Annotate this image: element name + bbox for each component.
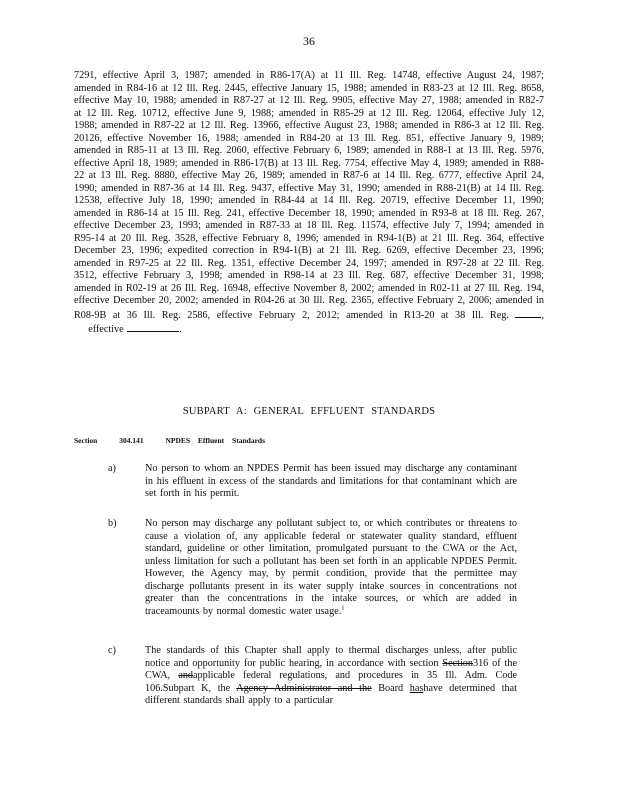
paragraph-c-text-1: The standards of this Chapter shall apply to thermal discharges unless, after public notice and opportunity for public hearing, in accordance with section (145, 645, 517, 669)
section-number: 304.141 (119, 436, 144, 445)
paragraph-c-text-3: applicable federal regulations, and procedures in 35 Ill. Adm. Code 106.Subpart K, the (145, 670, 518, 694)
paragraph-c-text-2: 316 of the CWA, (145, 657, 518, 681)
blank-date (127, 322, 179, 332)
history-effective: effective (88, 324, 124, 335)
footnote-marker: 1 (341, 604, 345, 612)
paragraph-a (108, 463, 548, 501)
paragraph-c-text-5: have determined that different standards shall apply to a particular (145, 682, 517, 706)
history-separator: , (541, 309, 545, 321)
section-title: NPDES Effluent Standards (165, 436, 265, 445)
history-text: 7291, effective April 3, 1987; amended in R86-17(A) at 11 Ill. Reg. 14748, effective August 24, 1987; amended in R84-16 at 12 Ill. Reg. 2445, effective January 15, 1988; amended in R83-23 at 12 Ill. Reg. 8658, effective May 10, 1988; amended in R87-27 at 12 Ill. Reg. 9905, effective May 27, 1988; amended in R82-7 at 12 Ill. Reg. 10712, effective June 9, 1988; amended in R85-29 at 12 Ill. Reg. 12064, effective July 12, 1988; amended in R87-22 at 12 Ill. Reg. 13966, effective August 23, 1988; amended in R86-3 at 12 Ill. Reg. 20126, effective November 16, 1988; amended in R84-20 at 13 Ill. Reg. 851, effective January 9, 1989; amended in R85-11 at 13 Ill. Reg. 2060, effective February 6, 1989; amended in R88-1 at 13 Ill. Reg. 5976, effective April 18, 1989; amended in R86-17(B) at 13 Ill. Reg. 7754, effective May 4, 1989; amended in R88-22 at 13 Ill. Reg. 8880, effective May 26, 1989; amended in R87-6 at 14 Ill. Reg. 6777, effective April 24, 1990; amended in R87-36 at 14 Ill. Reg. 9437, effective May 31, 1990; amended in R88-21(B) at 14 Ill. Reg. 12538, effective July 18, 1990; amended in R84-44 at 14 Ill. Reg. 20719, effective December 11, 1990; amended in R86-14 at 15 Ill. Reg. 241, effective December 18, 1990; amended in R93-8 at 18 Ill. Reg. 267, effective December 23, 1993; amended in R87-33 at 18 Ill. Reg. 11574, effective July 7, 1994; amended in R95-14 at 20 Ill. Reg. 3528, effective February 8, 1996; amended in R94-1(B) at 21 Ill. Reg. 364, effective December 23, 1996; expedited correction in R94-1(B) at 21 Ill. Reg. 6269, effective December 23, 1996; amended in R97-25 at 22 Ill. Reg. 1351, effective December 24, 1997; amended in R97-28 at 22 Ill. Reg. 3512, effective February 3, 1998; amended in R98-14 at 23 Ill. Reg. 687, effective December 31, 1998; amended in R02-19 at 26 Ill. Reg. 16948, effective November 8, 2002; amended in R02-11 at 27 Ill. Reg. 194, effective December 20, 2002; amended in R04-26 at 30 Ill. Reg. 2365, effective February 2, 2006; amended in R08-9B at 36 Ill. Reg. 2586, effective February 2, 2012; amended in R13-20 at 38 Ill. Reg. (74, 70, 544, 321)
paragraph-label: a) (108, 463, 116, 474)
paragraph-b (108, 518, 548, 618)
section-label: Section (74, 436, 98, 445)
paragraph-b-text: No person may discharge any pollutant subject to, or which contributes or threatens to cause a violation of, any applicable federal or statewater quality standard, effluent standard, guideline or other limitation, promulgated pursuant to the CWA or the Act, unless limitation for such a pollutant has been set forth in an applicable NPDES Permit. However, the Agency may, by permit condition, provide that the permittee may discharge pollutants present in its water supply intake sources in concentrations not greater than the concentrations in the intake sources, or which are added in traceamounts by normal domestic water usage. (145, 518, 517, 617)
history-end: . (179, 324, 182, 335)
paragraph-label: b) (108, 518, 117, 529)
subpart-heading: SUBPART A: GENERAL EFFLUENT STANDARDS (182, 406, 436, 417)
section-heading (74, 436, 279, 445)
paragraph-text (145, 645, 517, 708)
paragraph-label: c) (108, 645, 116, 656)
blank-volume (515, 308, 541, 318)
history-note (74, 70, 544, 337)
paragraph-text: No person to whom an NPDES Permit has been issued may discharge any contaminant in his effluent in excess of the standards and limitations for that contaminant which are set forth in his permit. (145, 463, 517, 499)
paragraph-text (145, 518, 517, 618)
paragraph-c-text-4: Board (378, 682, 404, 694)
struck-text: and (178, 670, 194, 681)
page-number: 36 (303, 34, 315, 48)
underlined-text: has (409, 682, 424, 694)
struck-text: Section (442, 657, 473, 669)
paragraph-c (108, 645, 548, 708)
struck-text: Agency Administrator and the (236, 682, 372, 694)
